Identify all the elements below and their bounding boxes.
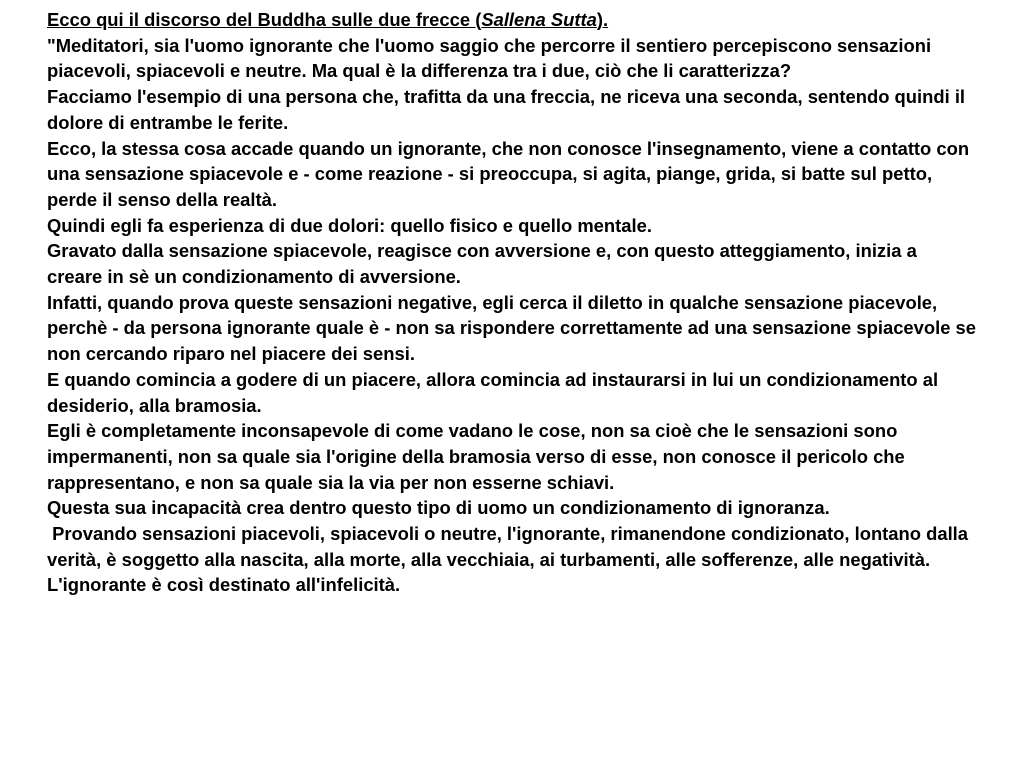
- paragraph-1: "Meditatori, sia l'uomo ignorante che l'uomo saggio che percorre il sentiero percepiscono sensazioni piacevoli, spiacevoli e neutre. Ma qual è la differenza tra i due, ciò che li caratterizza?: [47, 34, 932, 82]
- title-suffix: ).: [596, 9, 609, 30]
- paragraph-10: Provando sensazioni piacevoli, spiacevoli o neutre, l'ignorante, rimanendone condizionato, lontano dalla verità, è soggetto alla nascita, alla morte, alla vecchiaia, ai turbamenti, alle sofferenze, alle negatività.: [47, 523, 974, 570]
- paragraph-8: Egli è completamente inconsapevole di come vadano le cose, non sa cioè che le sensazioni sono impermanenti, non sa quale sia l'origine della bramosia verso di esse, non conosce il pericolo che rappresentano, e non sa quale sia la via per non esserne schiavi.: [47, 420, 905, 493]
- paragraph-9: Questa sua incapacità crea dentro questo tipo di uomo un condizionamento di ignoranza.: [47, 497, 830, 519]
- paragraph-3: Ecco, la stessa cosa accade quando un ignorante, che non conosce l'insegnamento, viene a contatto con una sensazione spiacevole e - come reazione - si preoccupa, si agita, piange, grida, si batte sul petto, perde il senso della realtà.: [47, 137, 970, 210]
- paragraph-7: E quando comincia a godere di un piacere, allora comincia ad instaurarsi in lui un condizionamento al desiderio, alla bramosia.: [47, 368, 939, 416]
- title-italic-sutta-name: Sallena Sutta: [481, 9, 597, 30]
- paragraph-5: Gravato dalla sensazione spiacevole, reagisce con avversione e, con questo atteggiamento, inizia a creare in sè un condizionamento di avversione.: [47, 240, 917, 288]
- paragraph-6: Infatti, quando prova queste sensazioni negative, egli cerca il diletto in qualche sensazione piacevole, perchè - da persona ignorante quale è - non sa rispondere correttamente ad una sensazione spiacevole se non cercando riparo nel piacere dei sensi.: [47, 291, 977, 365]
- paragraph-4: Quindi egli fa esperienza di due dolori: quello fisico e quello mentale.: [47, 214, 652, 236]
- paragraph-11: L'ignorante è così destinato all'infelicità.: [47, 574, 401, 596]
- document-body: [47, 7, 977, 598]
- paragraph-2: Facciamo l'esempio di una persona che, trafitta da una freccia, ne riceva una seconda, sentendo quindi il dolore di entrambe le ferite.: [47, 86, 966, 133]
- title-prefix: Ecco qui il discorso del Buddha sulle due frecce (: [47, 9, 482, 30]
- document-title: [47, 7, 977, 33]
